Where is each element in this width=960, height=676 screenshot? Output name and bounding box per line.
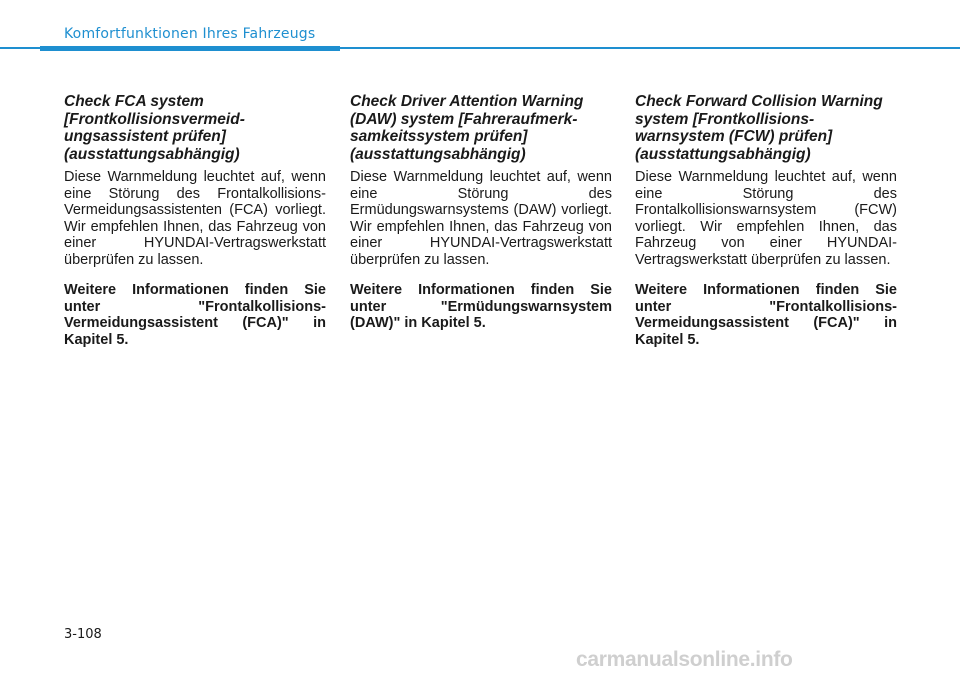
header-accent-bar — [40, 46, 340, 51]
reference-note: Weitere Informationen finden Sie unter "Ermüdungswarnsystem (DAW)" in Kapitel 5. — [350, 282, 612, 331]
page-number: 3-108 — [64, 627, 102, 642]
section-title: Komfortfunktionen Ihres Fahrzeugs — [64, 26, 316, 42]
section-heading: Check Forward Collision Warning system [Frontkollisions-warnsystem (FCW) prüfen] (ausstattungsabhängig) — [635, 93, 883, 163]
body-text: Diese Warnmeldung leuchtet auf, wenn eine Störung des Frontalkollisions-Vermeidungsassistenten (FCA) vorliegt. Wir empfehlen Ihnen, das Fahrzeug von einer HYUNDAI-Vertragswerkstatt überprüfen zu lassen. — [64, 169, 326, 268]
watermark: carmanualsonline.info — [576, 648, 793, 671]
column-fca — [64, 93, 326, 362]
section-heading: Check FCA system [Frontkollisionsvermeid-ungsassistent prüfen] (ausstattungsabhängig) — [64, 93, 245, 163]
column-fcw — [635, 93, 897, 362]
body-text: Diese Warnmeldung leuchtet auf, wenn eine Störung des Frontalkollisionswarnsystem (FCW) vorliegt. Wir empfehlen Ihnen, das Fahrzeug von einer HYUNDAI-Vertragswerkstatt überprüfen zu lassen. — [635, 169, 897, 268]
reference-note: Weitere Informationen finden Sie unter "Frontalkollisions-Vermeidungsassistent (FCA)" in Kapitel 5. — [64, 282, 326, 348]
body-text: Diese Warnmeldung leuchtet auf, wenn eine Störung des Ermüdungswarnsystems (DAW) vorliegt. Wir empfehlen Ihnen, das Fahrzeug von einer HYUNDAI-Vertragswerkstatt überprüfen zu lassen. — [350, 169, 612, 268]
column-daw — [350, 93, 612, 346]
section-heading: Check Driver Attention Warning (DAW) system [Fahreraufmerk-samkeitssystem prüfen] (ausstattungsabhängig) — [350, 93, 584, 163]
reference-note: Weitere Informationen finden Sie unter "Frontalkollisions-Vermeidungsassistent (FCA)" in Kapitel 5. — [635, 282, 897, 348]
